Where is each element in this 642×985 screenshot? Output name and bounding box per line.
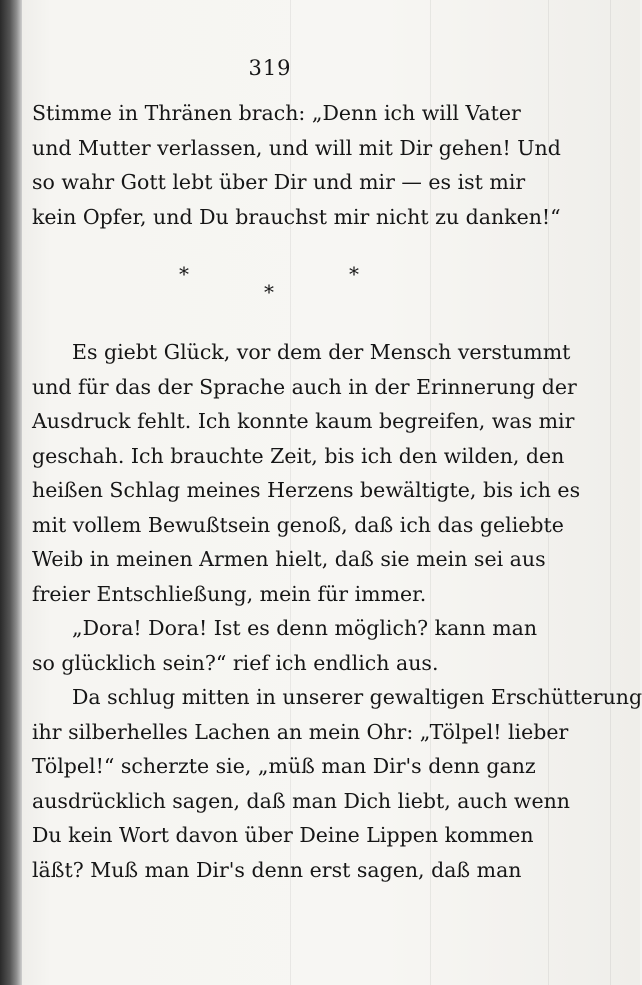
text-line: läßt? Muß man Dir's denn erst sagen, daß man xyxy=(32,857,522,882)
text-line: kein Opfer, und Du brauchst mir nicht zu danken!“ xyxy=(32,204,561,229)
paragraph-section xyxy=(32,335,642,887)
text-line: so glücklich sein?“ rief ich endlich aus. xyxy=(32,650,439,675)
text-line: ihr silberhelles Lachen an mein Ohr: „Tölpel! lieber xyxy=(32,719,569,744)
paragraph-continuation xyxy=(32,96,561,234)
text-line: Weib in meinen Armen hielt, daß sie mein sei aus xyxy=(32,547,546,571)
text-line: so wahr Gott lebt über Dir und mir — es ist mir xyxy=(32,170,526,194)
text-line: geschah. Ich brauchte Zeit, bis ich den wilden, den xyxy=(32,443,565,468)
text-line: freier Entschließung, mein für immer. xyxy=(32,581,427,606)
text-line: Ausdruck fehlt. Ich konnte kaum begreifen, was mir xyxy=(32,409,575,433)
text-line: und Mutter verlassen, und will mit Dir gehen! Und xyxy=(32,135,561,160)
separator-asterisk: * xyxy=(179,262,189,286)
separator-asterisk: * xyxy=(264,280,274,304)
text-line: Da schlug mitten in unserer gewaltigen Erschütterung xyxy=(72,685,642,709)
text-line: und für das der Sprache auch in der Erinnerung der xyxy=(32,374,577,399)
text-line: mit vollem Bewußtsein genoß, daß ich das geliebte xyxy=(32,512,564,537)
section-separator xyxy=(0,262,640,312)
text-line: Stimme in Thränen brach: „Denn ich will Vater xyxy=(32,101,521,125)
text-line: Du kein Wort davon über Deine Lippen kommen xyxy=(32,823,534,847)
page-number: 319 xyxy=(248,56,292,80)
text-line: ausdrücklich sagen, daß man Dich liebt, auch wenn xyxy=(32,788,570,813)
separator-asterisk: * xyxy=(349,262,359,286)
scan-streak xyxy=(610,0,611,985)
text-line: Es giebt Glück, vor dem der Mensch verstummt xyxy=(72,340,571,364)
text-line: „Dora! Dora! Ist es denn möglich? kann man xyxy=(72,616,538,640)
text-line: heißen Schlag meines Herzens bewältigte, bis ich es xyxy=(32,478,581,502)
binding-edge xyxy=(0,0,22,985)
text-line: Tölpel!“ scherzte sie, „müß man Dir's denn ganz xyxy=(32,754,536,778)
